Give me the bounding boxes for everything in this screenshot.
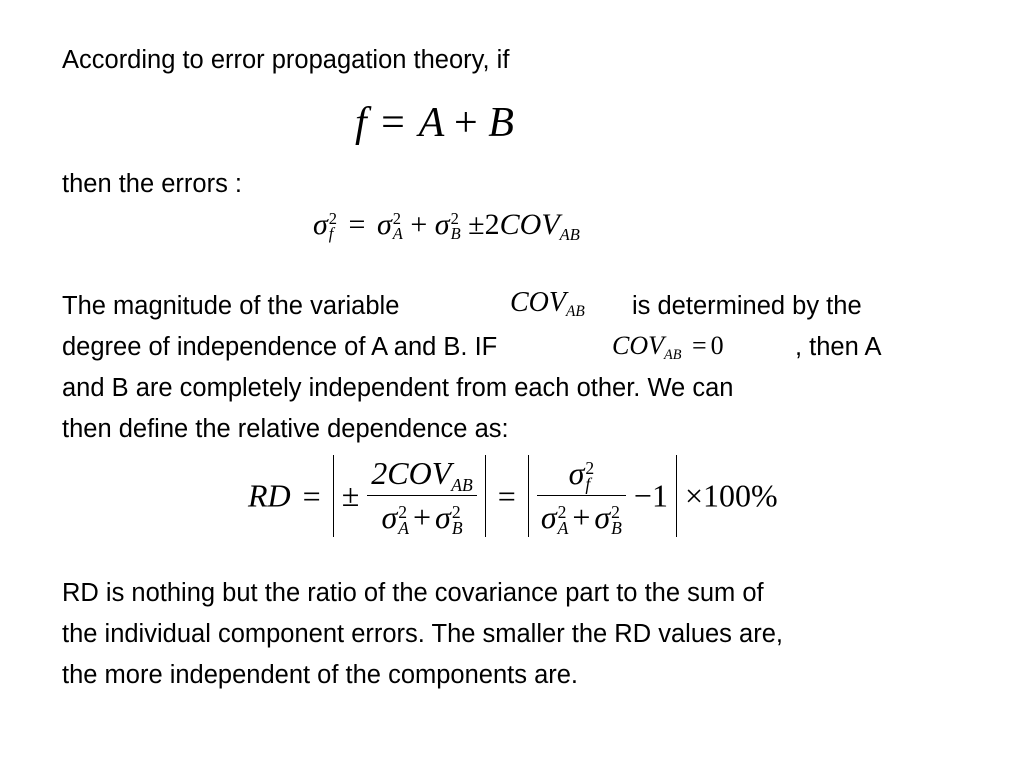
- eq1-a: A: [418, 100, 444, 146]
- equation-sum: [355, 98, 514, 148]
- eq2-sigma-a: σ 2 A: [376, 208, 403, 244]
- eq2-sigma-f: σ 2 f: [313, 208, 338, 244]
- eq2-sigma-b: σ 2 B: [434, 208, 461, 244]
- eq2-cov-sub: AB: [559, 224, 580, 244]
- para2-line2-end: , then A: [795, 333, 882, 361]
- eq2-equals: =: [348, 208, 366, 241]
- eq2-cov: COV: [499, 208, 560, 241]
- equation-relative-dependence: [248, 455, 778, 537]
- eq3-fraction-2: [537, 455, 626, 537]
- eq3-fraction-1-numerator: 2COVAB: [371, 455, 473, 495]
- para2-line1-start: The magnitude of the variable: [62, 292, 400, 320]
- eq3-one: 1: [651, 477, 668, 514]
- para3-line1: RD is nothing but the ratio of the covariance part to the sum of: [62, 579, 764, 607]
- then-errors-text: then the errors :: [62, 170, 243, 198]
- cov-ab-inline: COVAB: [510, 287, 585, 321]
- eq3-times: ×: [684, 477, 704, 514]
- eq2-two: 2: [484, 208, 500, 241]
- eq1-f: f: [355, 100, 367, 146]
- eq3-hundred-percent: 100%: [703, 477, 778, 514]
- eq1-equals: =: [381, 100, 405, 146]
- eq1-b: B: [488, 100, 514, 146]
- eq1-plus: +: [454, 100, 478, 146]
- eq3-equals-2: =: [497, 477, 516, 514]
- eq3-fraction-2-numerator: σ 2 f: [568, 455, 595, 494]
- cov-ab-equals-zero: COVAB = 0: [612, 331, 724, 363]
- eq3-fraction-2-denominator: σ 2 A + σ 2 B: [537, 495, 626, 536]
- eq3-plus-minus: ±: [341, 477, 360, 514]
- para2-line1-end: is determined by the: [632, 292, 862, 320]
- para3-line3: the more independent of the components are.: [62, 661, 579, 689]
- eq3-equals-1: =: [302, 477, 321, 514]
- para2-line4: then define the relative dependence as:: [62, 415, 509, 443]
- eq3-abs-right: [528, 455, 677, 537]
- para2-line2-start: degree of independence of A and B. IF: [62, 333, 498, 361]
- para2-line3: and B are completely independent from each other. We can: [62, 374, 734, 402]
- eq3-rd: RD: [248, 477, 291, 514]
- eq3-abs-left: [333, 455, 486, 536]
- para3-line2: the individual component errors. The smaller the RD values are,: [62, 620, 783, 648]
- eq2-plus: +: [410, 208, 428, 241]
- equation-error-propagation: [313, 200, 580, 254]
- eq3-minus: −: [633, 477, 652, 514]
- intro-text: According to error propagation theory, if: [62, 46, 510, 74]
- eq3-fraction-1-denominator: σ 2 A + σ 2 B: [367, 495, 477, 536]
- eq3-fraction-1: [367, 455, 477, 536]
- eq2-plus-minus: ±: [468, 208, 485, 241]
